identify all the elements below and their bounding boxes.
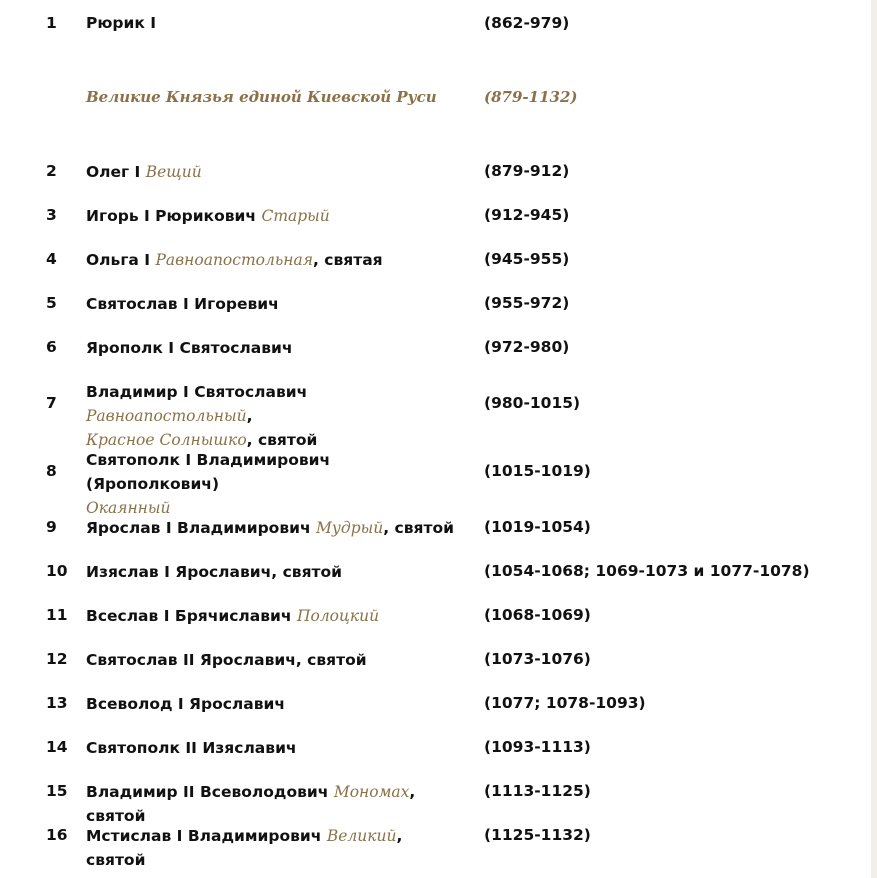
ruler-suffix: , святой — [383, 519, 454, 537]
reign-years: (1093-1113) — [484, 738, 591, 756]
section-years: (879-1132) — [484, 88, 578, 106]
reign-years: (1077; 1078-1093) — [484, 694, 646, 712]
ruler-epithet: Вещий — [145, 163, 202, 181]
ruler-epithet: Окаянный — [86, 499, 171, 517]
ruler-name — [86, 336, 466, 360]
ruler-name — [86, 516, 466, 540]
row-number: 5 — [46, 294, 57, 312]
ruler-epithet: Мономах — [333, 783, 410, 801]
ruler-name — [86, 736, 466, 760]
ruler-name-text: Святослав I Игоревич — [86, 295, 279, 313]
ruler-suffix: , святая — [313, 251, 383, 269]
reign-years: (1054-1068; 1069-1073 и 1077-1078) — [484, 562, 810, 580]
reign-years: (980-1015) — [484, 394, 581, 412]
row-number: 12 — [46, 650, 68, 668]
ruler-name-text: Всеволод I Ярославич — [86, 695, 286, 713]
ruler-suffix: , — [246, 407, 253, 425]
ruler-name — [86, 248, 466, 272]
ruler-name — [86, 380, 466, 452]
row-number: 16 — [46, 826, 68, 844]
ruler-suffix: , святой — [86, 783, 416, 825]
ruler-name-text: Игорь I Рюрикович — [86, 207, 257, 225]
ruler-name-text: Ярополк I Святославич — [86, 339, 293, 357]
reign-years: (1068-1069) — [484, 606, 591, 624]
row-number: 7 — [46, 394, 57, 412]
row-number: 8 — [46, 462, 57, 480]
row-number: 9 — [46, 518, 57, 536]
ruler-suffix: , святой — [86, 827, 403, 869]
reign-years: (1073-1076) — [484, 650, 591, 668]
ruler-epithet: Полоцкий — [296, 607, 380, 625]
reign-years: (1015-1019) — [484, 462, 591, 480]
row-number: 1 — [46, 14, 57, 32]
ruler-name-text: Мстислав I Владимирович — [86, 827, 322, 845]
reign-years: (972-980) — [484, 338, 570, 356]
reign-years: (1019-1054) — [484, 518, 591, 536]
ruler-name — [86, 824, 466, 872]
reign-years: (862-979) — [484, 14, 570, 32]
row-number: 13 — [46, 694, 68, 712]
page-edge — [871, 0, 877, 878]
ruler-name-text: Владимир I Святославич — [86, 383, 308, 401]
ruler-name-text: Изяслав I Ярославич, святой — [86, 563, 343, 581]
ruler-name-text: Святослав II Ярославич, святой — [86, 651, 367, 669]
ruler-name — [86, 648, 466, 672]
reign-years: (1125-1132) — [484, 826, 591, 844]
ruler-name-text: Святополк II Изяславич — [86, 739, 297, 757]
ruler-suffix-2: , святой — [246, 431, 318, 449]
row-number: 11 — [46, 606, 68, 624]
ruler-epithet: Равноапостольная — [155, 251, 313, 269]
ruler-name-text: Владимир II Всеволодович — [86, 783, 329, 801]
ruler-name: Рюрик I — [86, 14, 157, 32]
ruler-name-text: Святополк I Владимирович (Ярополкович) — [86, 451, 331, 493]
ruler-epithet: Старый — [261, 207, 330, 225]
row-number: 2 — [46, 162, 57, 180]
reign-years: (912-945) — [484, 206, 570, 224]
ruler-name-text: Ольга I — [86, 251, 151, 269]
row-number: 14 — [46, 738, 68, 756]
row-number: 3 — [46, 206, 57, 224]
reign-years: (945-955) — [484, 250, 570, 268]
row-number: 10 — [46, 562, 68, 580]
ruler-name — [86, 604, 466, 628]
reign-years: (879-912) — [484, 162, 570, 180]
ruler-name — [86, 448, 466, 520]
ruler-epithet: Великий — [326, 827, 397, 845]
section-title: Великие Князья единой Киевской Руси — [86, 88, 437, 106]
row-number: 6 — [46, 338, 57, 356]
ruler-name — [86, 292, 466, 316]
ruler-name-text: Всеслав I Брячиславич — [86, 607, 292, 625]
ruler-epithet: Равноапостольный — [86, 407, 247, 425]
ruler-name — [86, 204, 466, 228]
ruler-name-text: Ярослав I Владимирович — [86, 519, 311, 537]
row-number: 4 — [46, 250, 57, 268]
ruler-name — [86, 560, 466, 584]
ruler-epithet-2: Красное Солнышко — [86, 431, 247, 449]
row-number: 15 — [46, 782, 68, 800]
ruler-name — [86, 692, 466, 716]
reign-years: (1113-1125) — [484, 782, 591, 800]
ruler-name — [86, 780, 466, 828]
reign-years: (955-972) — [484, 294, 570, 312]
ruler-name — [86, 160, 466, 184]
ruler-epithet: Мудрый — [316, 519, 384, 537]
ruler-name-text: Олег I — [86, 163, 141, 181]
